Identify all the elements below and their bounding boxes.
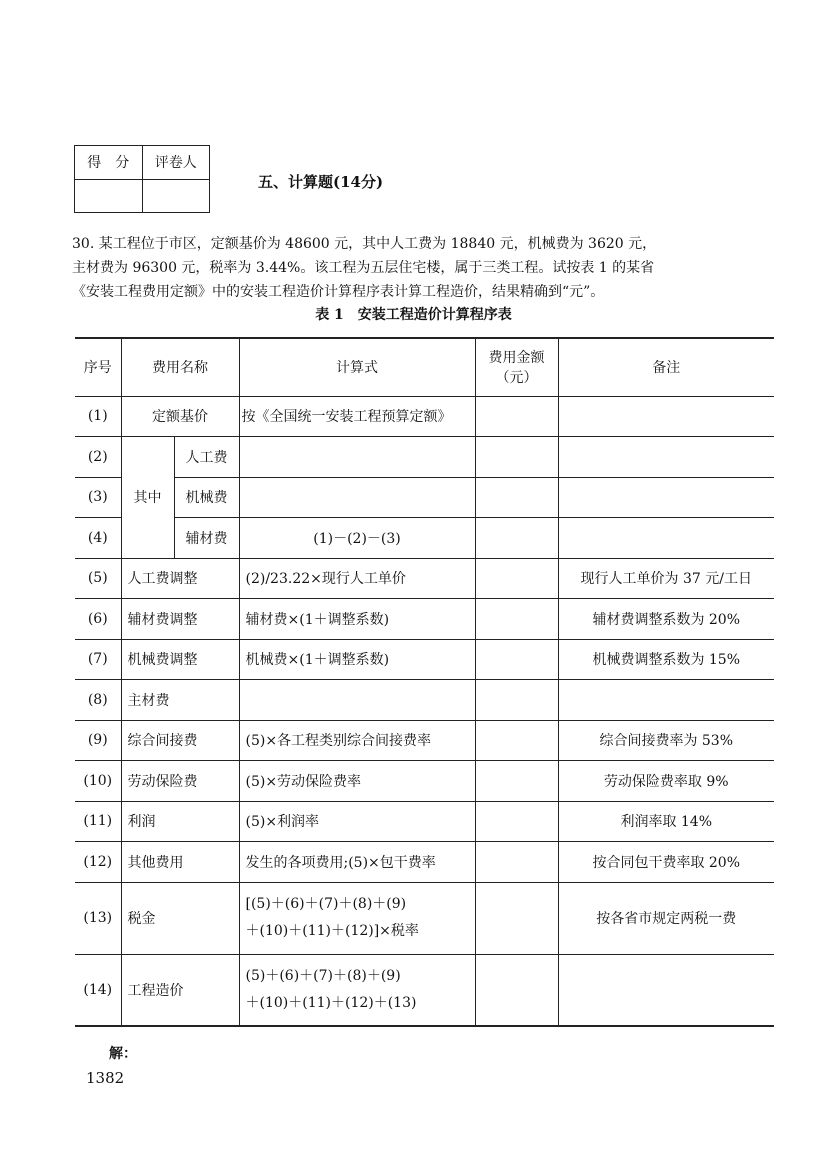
row-name: 综合间接费 <box>121 720 239 761</box>
row-amount <box>475 761 558 802</box>
table-row <box>75 477 774 518</box>
row-formula <box>239 680 475 721</box>
score-box <box>74 145 210 213</box>
table-row <box>75 558 774 599</box>
row-name: 机械费调整 <box>121 639 239 680</box>
row-formula: 发生的各项费用;(5)×包干费率 <box>239 842 475 883</box>
page-number: 1382 <box>86 1069 125 1087</box>
row-remark: 综合间接费率为 53% <box>558 720 774 761</box>
row-amount <box>475 518 558 559</box>
row-sub-name: 人工费 <box>174 437 239 478</box>
table-row <box>75 599 774 640</box>
row-sub-name: 机械费 <box>174 477 239 518</box>
row-seq: (14) <box>75 954 121 1026</box>
row-amount <box>475 639 558 680</box>
row-formula <box>239 882 475 954</box>
row-amount <box>475 842 558 883</box>
row-name: 定额基价 <box>121 396 239 437</box>
row-group-label: 其中 <box>121 437 174 559</box>
row-seq: (13) <box>75 882 121 954</box>
row-name: 劳动保险费 <box>121 761 239 802</box>
section-title: 五、计算题(14分) <box>258 173 384 191</box>
question-line-2: 主材费为 96300 元，税率为 3.44%。该工程为五层住宅楼，属于三类工程。试按表 1 的某省 <box>72 260 655 276</box>
header-remark: 备注 <box>558 338 774 396</box>
table-row <box>75 639 774 680</box>
row-remark: 按合同包干费率取 20% <box>558 842 774 883</box>
row-formula: (1)－(2)－(3) <box>239 518 475 559</box>
row-remark: 辅材费调整系数为 20% <box>558 599 774 640</box>
table-row <box>75 720 774 761</box>
row-amount <box>475 801 558 842</box>
row-formula: 机械费×(1＋调整系数) <box>239 639 475 680</box>
row-amount <box>475 396 558 437</box>
row-formula-line2: ＋(10)＋(11)＋(12)]×税率 <box>245 923 419 939</box>
row-seq: (6) <box>75 599 121 640</box>
header-name: 费用名称 <box>121 338 239 396</box>
row-amount <box>475 882 558 954</box>
table-caption: 表 1 安装工程造价计算程序表 <box>315 307 512 323</box>
row-seq: (2) <box>75 437 121 478</box>
answer-label: 解： <box>109 1046 137 1062</box>
row-seq: (3) <box>75 477 121 518</box>
row-remark <box>558 477 774 518</box>
row-amount <box>475 558 558 599</box>
row-formula: (5)×劳动保险费率 <box>239 761 475 802</box>
table-row <box>75 842 774 883</box>
row-remark <box>558 437 774 478</box>
row-seq: (8) <box>75 680 121 721</box>
table-header-row <box>75 338 774 396</box>
table-row <box>75 882 774 954</box>
header-seq: 序号 <box>75 338 121 396</box>
row-formula-line1: (5)＋(6)＋(7)＋(8)＋(9) <box>245 967 401 984</box>
row-formula: (5)×利润率 <box>239 801 475 842</box>
row-amount <box>475 720 558 761</box>
row-name: 工程造价 <box>121 954 239 1026</box>
row-remark <box>558 680 774 721</box>
row-remark: 劳动保险费率取 9% <box>558 761 774 802</box>
row-remark <box>558 518 774 559</box>
row-seq: (11) <box>75 801 121 842</box>
row-formula <box>239 477 475 518</box>
row-formula: (2)/23.22×现行人工单价 <box>239 558 475 599</box>
table-row <box>75 761 774 802</box>
table-row <box>75 518 774 559</box>
grader-field <box>142 179 210 213</box>
row-amount <box>475 477 558 518</box>
row-formula-line2: ＋(10)＋(11)＋(12)＋(13) <box>245 994 417 1011</box>
row-remark <box>558 396 774 437</box>
row-seq: (12) <box>75 842 121 883</box>
table-row <box>75 680 774 721</box>
table-row <box>75 437 774 478</box>
row-amount <box>475 437 558 478</box>
row-seq: (1) <box>75 396 121 437</box>
row-seq: (9) <box>75 720 121 761</box>
row-amount <box>475 599 558 640</box>
score-label: 得 分 <box>75 146 143 180</box>
row-seq: (7) <box>75 639 121 680</box>
header-amount-line2: （元） <box>495 370 538 387</box>
row-seq: (4) <box>75 518 121 559</box>
question-line-3: 《安装工程费用定额》中的安装工程造价计算程序表计算工程造价，结果精确到“元”。 <box>72 284 605 300</box>
row-formula: (5)×各工程类别综合间接费率 <box>239 720 475 761</box>
row-name: 税金 <box>121 882 239 954</box>
header-amount <box>475 338 558 396</box>
row-remark: 现行人工单价为 37 元/工日 <box>558 558 774 599</box>
score-field <box>75 179 143 213</box>
question-line-1: 30. 某工程位于市区，定额基价为 48600 元，其中人工费为 18840 元，机械费为 3620 元， <box>72 236 657 252</box>
table-row <box>75 396 774 437</box>
row-remark: 机械费调整系数为 15% <box>558 639 774 680</box>
row-formula-line1: [(5)＋(6)＋(7)＋(8)＋(9) <box>245 896 407 912</box>
row-seq: (10) <box>75 761 121 802</box>
row-name: 主材费 <box>121 680 239 721</box>
header-amount-line1: 费用金额 <box>488 350 545 367</box>
row-name: 辅材费调整 <box>121 599 239 640</box>
row-name: 人工费调整 <box>121 558 239 599</box>
row-remark: 利润率取 14% <box>558 801 774 842</box>
row-remark <box>558 954 774 1026</box>
row-seq: (5) <box>75 558 121 599</box>
grader-label: 评卷人 <box>142 146 210 180</box>
table-row <box>75 954 774 1026</box>
row-sub-name: 辅材费 <box>174 518 239 559</box>
row-name: 利润 <box>121 801 239 842</box>
row-formula <box>239 954 475 1026</box>
row-remark: 按各省市规定两税一费 <box>558 882 774 954</box>
row-name: 其他费用 <box>121 842 239 883</box>
row-formula: 辅材费×(1＋调整系数) <box>239 599 475 640</box>
row-amount <box>475 680 558 721</box>
row-formula <box>239 437 475 478</box>
row-formula: 按《全国统一安装工程预算定额》 <box>239 396 475 437</box>
table-row <box>75 801 774 842</box>
row-amount <box>475 954 558 1026</box>
cost-procedure-table <box>75 337 774 1027</box>
header-formula: 计算式 <box>239 338 475 396</box>
